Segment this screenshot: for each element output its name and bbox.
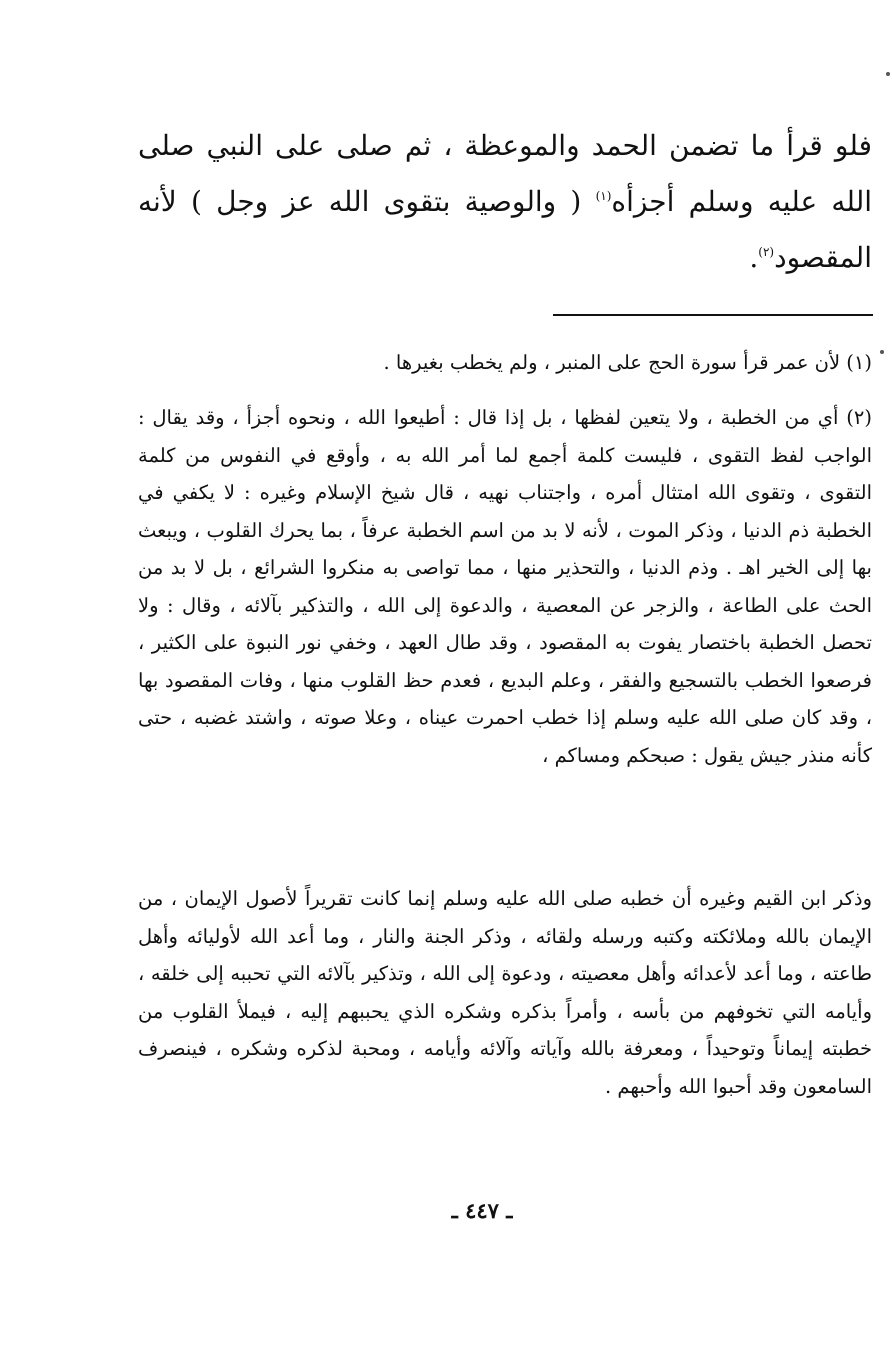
footnote-marker-2: (٢)	[758, 245, 775, 259]
footnote-marker-1: (١)	[595, 189, 612, 203]
footnote-separator-rule	[553, 314, 873, 316]
scan-speck	[880, 350, 884, 354]
footnote-2-continuation: وذكر ابن القيم وغيره أن خطبه صلى الله عليه وسلم إنما كانت تقريراً لأصول الإيمان ، من الإيمان بالله وملائكته وكتبه ورسله ولقائه ، وذكر الجنة والنار ، وما أعد الله لأوليائه وأهل طاعته ، وما أعد لأعدائه وأهل معصيته ، ودعوة إلى الله ، وتذكير بآلائه التي تحببه إلى خلقه ، وأيامه التي تخوفهم من بأسه ، وأمراً بذكره وشكره الذي يحببهم إليه ، فيملأ القلوب من خطبته إيماناً وتوحيداً ، ومعرفة بالله وآياته وآلائه وأيامه ، ومحبة لذكره وشكره ، فينصرف السامعون وقد أحبوا الله وأحبهم .	[138, 887, 872, 1098]
page-number: ـ ٤٤٧ ـ	[451, 1198, 513, 1223]
scan-speck	[886, 72, 890, 76]
main-text-part-1: فلو قرأ ما تضمن الحمد والموعظة ، ثم صلى على النبي صلى الله عليه وسلم أجزأه	[138, 129, 872, 218]
footnote-1: (١) لأن عمر قرأ سورة الحج على المنبر ، ولم يخطب بغيرها .	[383, 351, 872, 374]
main-paragraph	[138, 118, 872, 286]
main-text-part-3: .	[749, 241, 759, 274]
footnote-2: (٢) أي من الخطبة ، ولا يتعين لفظها ، بل إذا قال : أطيعوا الله ، ونحوه أجزأ ، وقد يقال : الواجب لفظ التقوى ، فليست كلمة أجمع لما أمر الله به ، وأوقع في النفوس من كلمة التقوى ، وتقوى الله امتثال أمره ، واجتناب نهيه ، قال شيخ الإسلام وغيره : لا يكفي في الخطبة ذم الدنيا ، وذكر الموت ، لأنه لا بد من اسم الخطبة عرفاً ، بما يحرك القلوب ، ويبعث بها إلى الخير اهـ . وذم الدنيا ، والتحذير منها ، مما تواصى به منكروا الشرائع ، بل لا بد من الحث على الطاعة ، والزجر عن المعصية ، والدعوة إلى الله ، والتذكير بآلائه ، وقال : ولا تحصل الخطبة باختصار يفوت به المقصود ، وقد طال العهد ، وخفي نور النبوة على الكثير ، فرصعوا الخطب بالتسجيع والفقر ، وعلم البديع ، فعدم حظ القلوب منها ، وفات المقصود بها ، وقد كان صلى الله عليه وسلم إذا خطب احمرت عيناه ، وعلا صوته ، واشتد غضبه ، حتى كأنه منذر جيش يقول : صبحكم ومساكم ،	[138, 406, 872, 767]
main-text-part-2: ( والوصية بتقوى الله عز وجل ) لأنه المقصود	[138, 185, 872, 274]
